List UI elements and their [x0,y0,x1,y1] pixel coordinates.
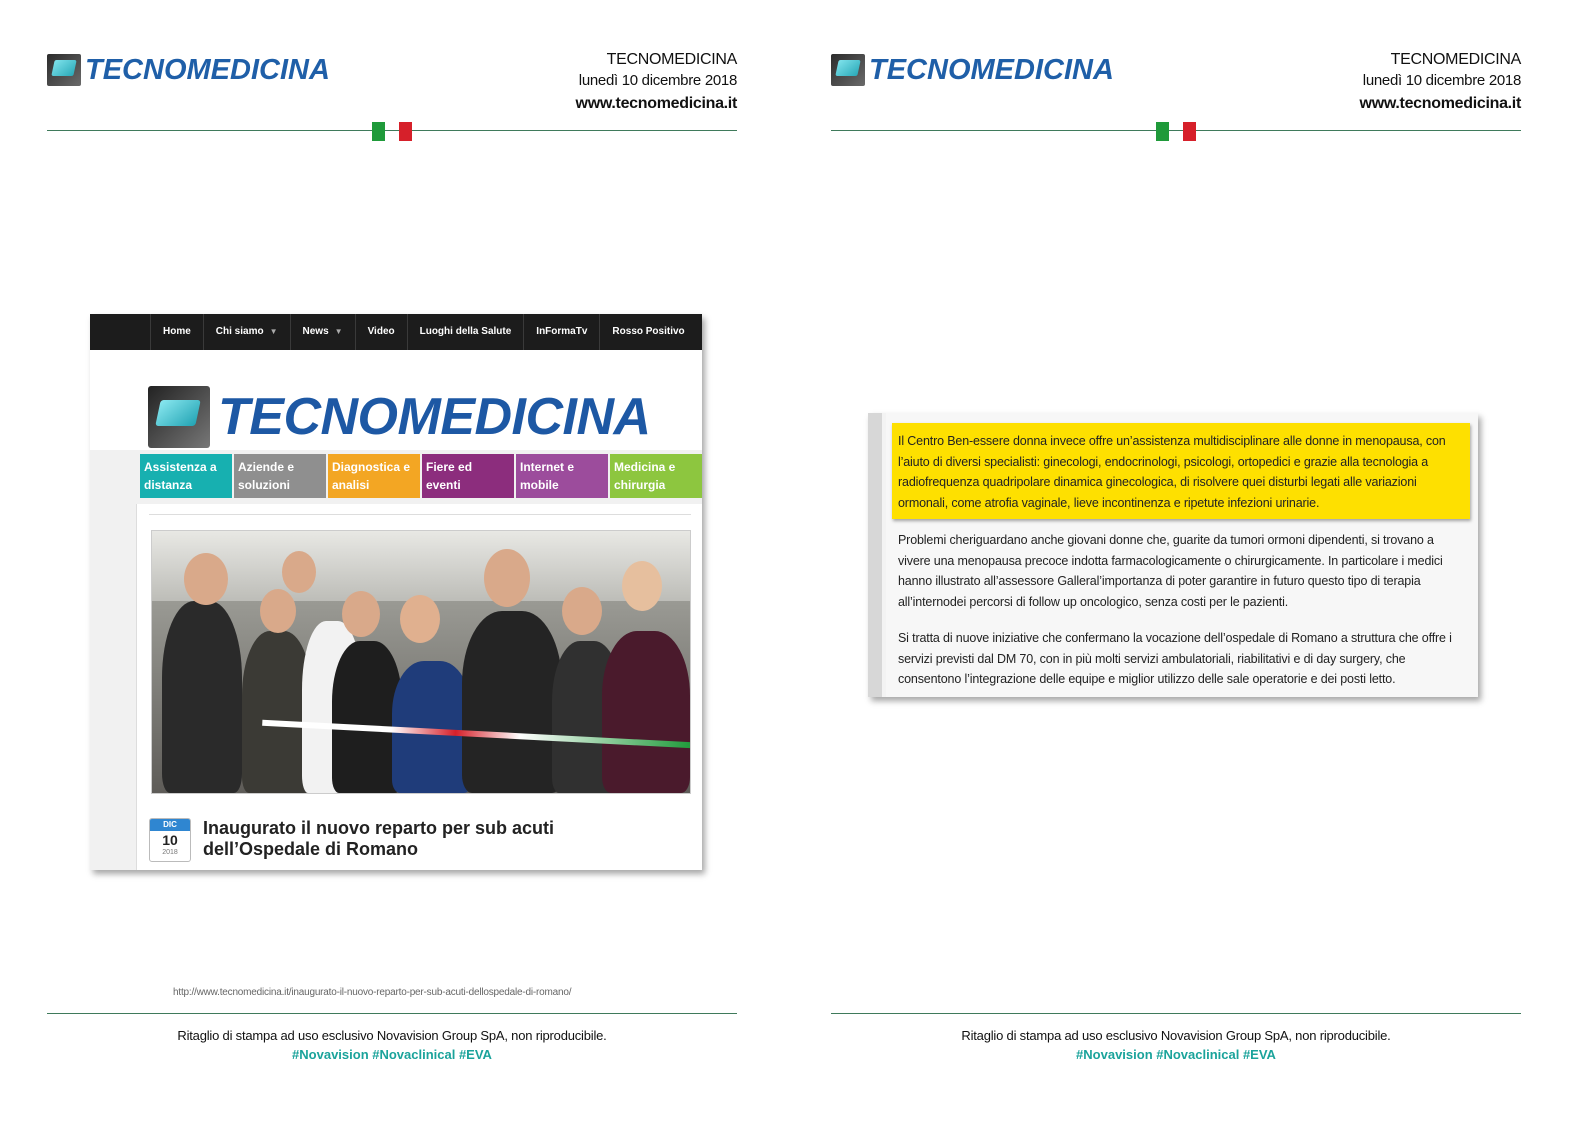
category-aziende-e[interactable] [234,454,326,498]
clipping-sidebar [868,413,882,697]
paragraph-2: Problemi cheriguardano anche giovani donne che, guarite da tumori ormoni dipendenti, si trovano a vivere una menopausa precoce indotta farmacologicamente o chirurgicamente. In particolare i medici hanno illustrato all’assessore Galleral’importanza di poter garantire in futuro questo tipo di terapia all’internodei percorsi di follow up oncologico, senza costi per le pazienti. [898,533,1443,609]
nav-item-label: Home [163,326,191,337]
category-medicina-e[interactable] [610,454,702,498]
category-label-line1: Aziende e [238,460,295,474]
footer-hashtags: #Novavision #Novaclinical #EVA [1076,1047,1276,1062]
logo-text: TECNOMEDICINA [869,54,1114,86]
right-page [794,0,1587,1123]
header-info [1360,50,1521,116]
health-key-icon [148,386,210,448]
nav-item-rosso-positivo[interactable] [599,314,696,350]
footer-hashtags: #Novavision #Novaclinical #EVA [292,1047,492,1062]
publication-name: TECNOMEDICINA [1390,51,1521,68]
category-bar [140,454,702,498]
flag-red [1183,122,1196,141]
flag-green [372,122,385,141]
category-internet-e[interactable] [516,454,608,498]
nav-item-label: Luoghi della Salute [419,326,512,337]
publication-date: lunedì 10 dicembre 2018 [578,72,737,89]
header-divider [47,130,737,131]
footer-notice: Ritaglio di stampa ad uso esclusivo Novavision Group SpA, non riproducibile. [961,1028,1391,1043]
category-label-line1: Assistenza a [144,460,217,474]
nav-item-label: News [302,326,329,337]
header-info [576,50,737,116]
tecnomedicina-logo [47,52,330,92]
flag-green [1156,122,1169,141]
nav-item-label: Chi siamo [215,326,264,337]
nav-item-label: InFormaTv [536,326,588,337]
nav-item-informatv[interactable] [523,314,599,350]
nav-items [150,314,697,350]
article-photo[interactable] [151,530,691,794]
date-badge [149,818,191,862]
article-headline[interactable]: Inaugurato il nuovo reparto per sub acuti dell’Ospedale di Romano [203,818,555,859]
category-diagnostica-e[interactable] [328,454,420,498]
nav-item-luoghi-della-salute[interactable] [407,314,524,350]
website-clipping [90,314,702,870]
tecnomedicina-logo [831,52,1114,92]
footer-divider [47,1013,737,1014]
nav-item-news[interactable] [290,314,355,350]
nav-bar [90,314,702,350]
date-day: 10 [162,832,178,848]
highlighted-paragraph-box [892,423,1470,519]
category-label-line2: mobile [520,478,559,492]
category-label-line2: distanza [144,478,193,492]
paragraph-3: Si tratta di nuove iniziative che confermano la vocazione dell’ospedale di Romano a struttura che offre i servizi previsti dal DM 70, con in più molti servizi ambulatoriali, riabilitativi e di day surgery, che consentono l’integrazione delle equipe e miglior utilizzo delle sale operatorie e dei posti letto. [898,631,1452,686]
publication-date: lunedì 10 dicembre 2018 [1362,72,1521,89]
nav-item-home[interactable] [150,314,203,350]
logo-text: TECNOMEDICINA [85,54,330,86]
article-area [136,504,702,870]
keyboard-cube-icon [47,54,81,86]
category-label-line2: chirurgia [614,478,666,492]
chevron-down-icon: ▼ [334,327,343,336]
highlighted-paragraph: Il Centro Ben-essere donna invece offre un’assistenza multidisciplinare alle donne in menopausa, con l’aiuto di diversi specialisti: ginecologi, endocrinologi, psicologi, ortopedici e grazie alla tecnologia a radiofrequenza quadripolare dinamica ginecologica, di risolvere quei disturbi legati alle variazioni ormonali, come atrofia vaginale, lieve incontinenza e ripetute infezioni urinarie. [898,434,1446,510]
clipping-body [886,413,1478,697]
nav-item-label: Video [367,326,395,337]
category-label-line1: Internet e [520,460,575,474]
category-fiere-ed[interactable] [422,454,514,498]
nav-item-video[interactable] [355,314,407,350]
text-clipping [868,413,1478,697]
category-label-line2: soluzioni [238,478,290,492]
keyboard-cube-icon [831,54,865,86]
website: www.tecnomedicina.it [1359,95,1521,112]
source-url[interactable]: http://www.tecnomedicina.it/inaugurato-il-nuovo-reparto-per-sub-acuti-dellospedale-di-romano/ [173,987,572,998]
footer-notice: Ritaglio di stampa ad uso esclusivo Novavision Group SpA, non riproducibile. [177,1028,607,1043]
website: www.tecnomedicina.it [575,95,737,112]
chevron-down-icon: ▼ [269,327,278,336]
category-assistenza-a[interactable] [140,454,232,498]
header-divider [831,130,1521,131]
publication-name: TECNOMEDICINA [606,51,737,68]
category-label-line2: analisi [332,478,370,492]
nav-item-label: Rosso Positivo [612,326,685,337]
nav-item-chi-siamo[interactable] [203,314,290,350]
flag-red [399,122,412,141]
footer-divider [831,1013,1521,1014]
category-label-line1: Fiere ed [426,460,473,474]
left-page [0,0,793,1123]
site-logo-text: TECNOMEDICINA [218,388,651,446]
category-label-line1: Medicina e [614,460,676,474]
category-label-line1: Diagnostica e [332,460,411,474]
divider [149,514,691,515]
date-year: 2018 [162,849,178,856]
category-label-line2: eventi [426,478,461,492]
date-month: DIC [150,819,190,831]
